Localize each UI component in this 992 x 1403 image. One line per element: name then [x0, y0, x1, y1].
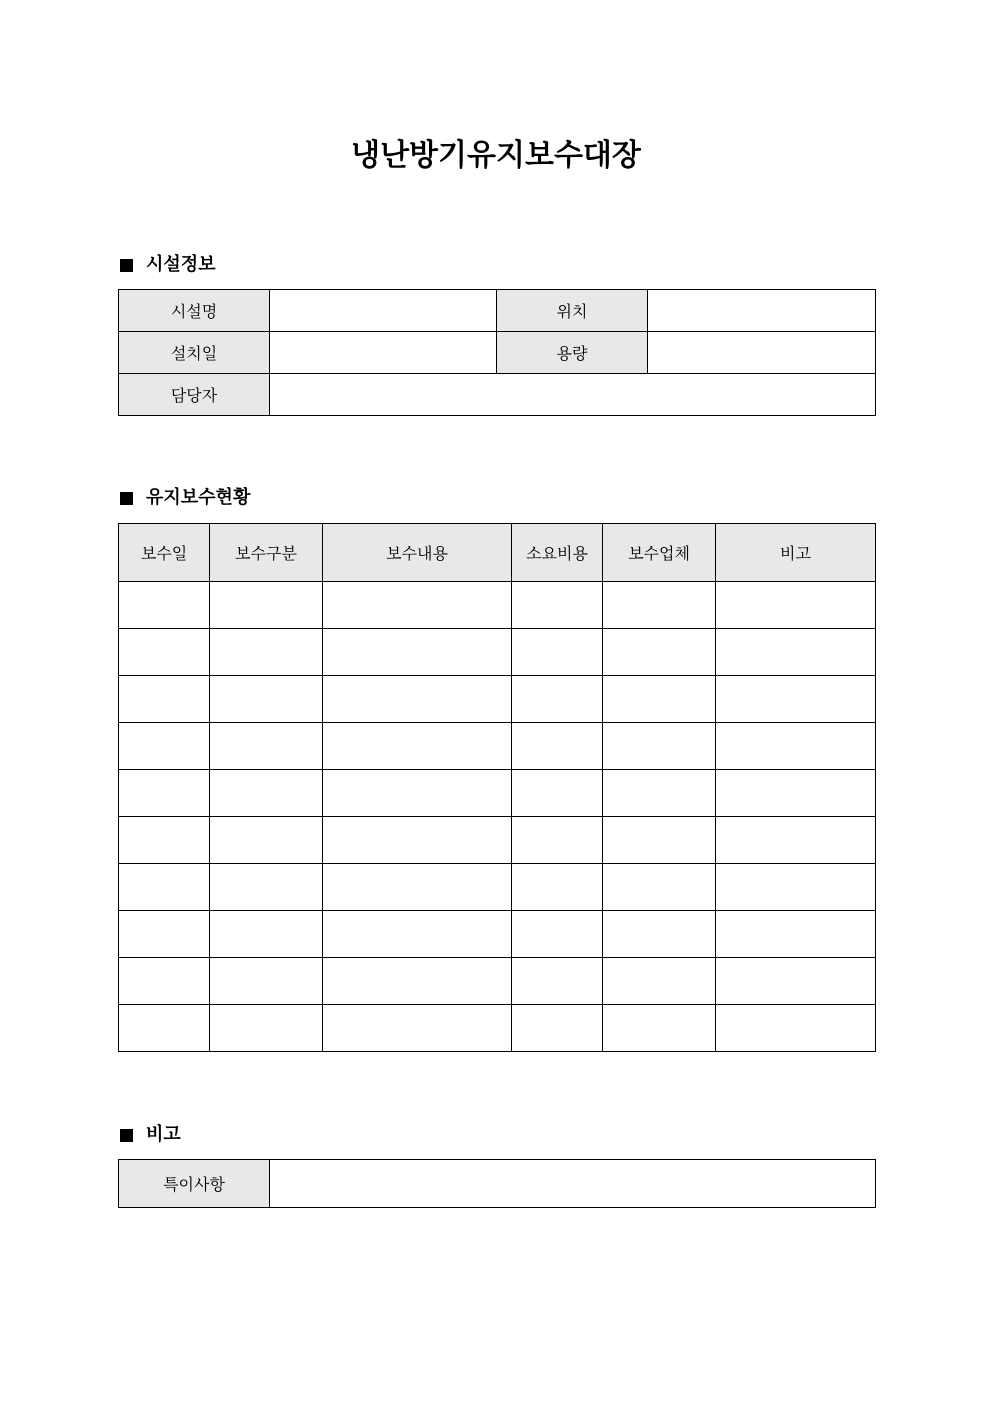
table-row [119, 374, 876, 416]
vendor-cell[interactable] [603, 582, 716, 629]
section-heading-facility [119, 253, 216, 277]
type-cell[interactable] [210, 723, 323, 770]
details-cell[interactable] [323, 958, 512, 1005]
column-header-details: 보수내용 [323, 524, 512, 582]
vendor-cell[interactable] [603, 864, 716, 911]
date-cell[interactable] [119, 864, 210, 911]
maintenance-table-body [119, 582, 876, 1052]
table-row [119, 723, 876, 770]
cost-cell[interactable] [512, 723, 603, 770]
type-cell[interactable] [210, 817, 323, 864]
page-title: 냉난방기유지보수대장 [351, 138, 641, 173]
table-row [119, 1005, 876, 1052]
capacity-field[interactable] [648, 332, 876, 374]
table-row [119, 817, 876, 864]
maintenance-table [118, 523, 876, 1052]
table-row [119, 332, 876, 374]
details-cell[interactable] [323, 582, 512, 629]
location-label: 위치 [497, 290, 648, 332]
remarks-cell[interactable] [716, 629, 876, 676]
facility-name-field[interactable] [270, 290, 497, 332]
date-cell[interactable] [119, 723, 210, 770]
cost-cell[interactable] [512, 817, 603, 864]
cost-cell[interactable] [512, 770, 603, 817]
date-cell[interactable] [119, 1005, 210, 1052]
column-header-date: 보수일 [119, 524, 210, 582]
details-cell[interactable] [323, 723, 512, 770]
remarks-cell[interactable] [716, 817, 876, 864]
date-cell[interactable] [119, 958, 210, 1005]
square-bullet-icon [120, 259, 133, 272]
type-cell[interactable] [210, 911, 323, 958]
vendor-cell[interactable] [603, 723, 716, 770]
table-row [119, 290, 876, 332]
remarks-cell[interactable] [716, 911, 876, 958]
table-header-row [119, 524, 876, 582]
column-header-cost: 소요비용 [512, 524, 603, 582]
type-cell[interactable] [210, 958, 323, 1005]
square-bullet-icon [120, 492, 133, 505]
cost-cell[interactable] [512, 911, 603, 958]
table-row [119, 770, 876, 817]
column-header-vendor: 보수업체 [603, 524, 716, 582]
date-cell[interactable] [119, 629, 210, 676]
table-row [119, 864, 876, 911]
type-cell[interactable] [210, 770, 323, 817]
vendor-cell[interactable] [603, 911, 716, 958]
facility-info-table [118, 289, 876, 416]
remarks-cell[interactable] [716, 1005, 876, 1052]
vendor-cell[interactable] [603, 817, 716, 864]
table-row [119, 676, 876, 723]
column-header-type: 보수구분 [210, 524, 323, 582]
type-cell[interactable] [210, 676, 323, 723]
cost-cell[interactable] [512, 1005, 603, 1052]
remarks-cell[interactable] [716, 864, 876, 911]
cost-cell[interactable] [512, 676, 603, 723]
type-cell[interactable] [210, 864, 323, 911]
facility-name-label: 시설명 [119, 290, 270, 332]
section-heading-remarks [119, 1123, 181, 1147]
remarks-cell[interactable] [716, 958, 876, 1005]
manager-label: 담당자 [119, 374, 270, 416]
cost-cell[interactable] [512, 629, 603, 676]
column-header-remarks: 비고 [716, 524, 876, 582]
square-bullet-icon [120, 1129, 133, 1142]
section-heading-label: 시설정보 [146, 254, 216, 275]
details-cell[interactable] [323, 864, 512, 911]
details-cell[interactable] [323, 676, 512, 723]
date-cell[interactable] [119, 911, 210, 958]
table-row [119, 582, 876, 629]
remarks-cell[interactable] [716, 582, 876, 629]
install-date-field[interactable] [270, 332, 497, 374]
table-row [119, 958, 876, 1005]
table-row [119, 911, 876, 958]
vendor-cell[interactable] [603, 1005, 716, 1052]
details-cell[interactable] [323, 911, 512, 958]
details-cell[interactable] [323, 629, 512, 676]
cost-cell[interactable] [512, 958, 603, 1005]
type-cell[interactable] [210, 582, 323, 629]
vendor-cell[interactable] [603, 770, 716, 817]
remarks-cell[interactable] [716, 676, 876, 723]
date-cell[interactable] [119, 817, 210, 864]
vendor-cell[interactable] [603, 958, 716, 1005]
table-row [119, 629, 876, 676]
cost-cell[interactable] [512, 582, 603, 629]
date-cell[interactable] [119, 676, 210, 723]
section-heading-label: 유지보수현황 [146, 487, 251, 508]
details-cell[interactable] [323, 817, 512, 864]
vendor-cell[interactable] [603, 676, 716, 723]
capacity-label: 용량 [497, 332, 648, 374]
date-cell[interactable] [119, 582, 210, 629]
date-cell[interactable] [119, 770, 210, 817]
vendor-cell[interactable] [603, 629, 716, 676]
type-cell[interactable] [210, 1005, 323, 1052]
cost-cell[interactable] [512, 864, 603, 911]
remarks-table [118, 1159, 876, 1208]
special-notes-label: 특이사항 [119, 1160, 270, 1208]
install-date-label: 설치일 [119, 332, 270, 374]
details-cell[interactable] [323, 1005, 512, 1052]
section-heading-maintenance [119, 486, 250, 510]
type-cell[interactable] [210, 629, 323, 676]
details-cell[interactable] [323, 770, 512, 817]
manager-field[interactable] [270, 374, 876, 416]
remarks-cell[interactable] [716, 723, 876, 770]
remarks-cell[interactable] [716, 770, 876, 817]
location-field[interactable] [648, 290, 876, 332]
section-heading-label: 비고 [146, 1124, 181, 1145]
table-row [119, 1160, 876, 1208]
special-notes-field[interactable] [270, 1160, 876, 1208]
